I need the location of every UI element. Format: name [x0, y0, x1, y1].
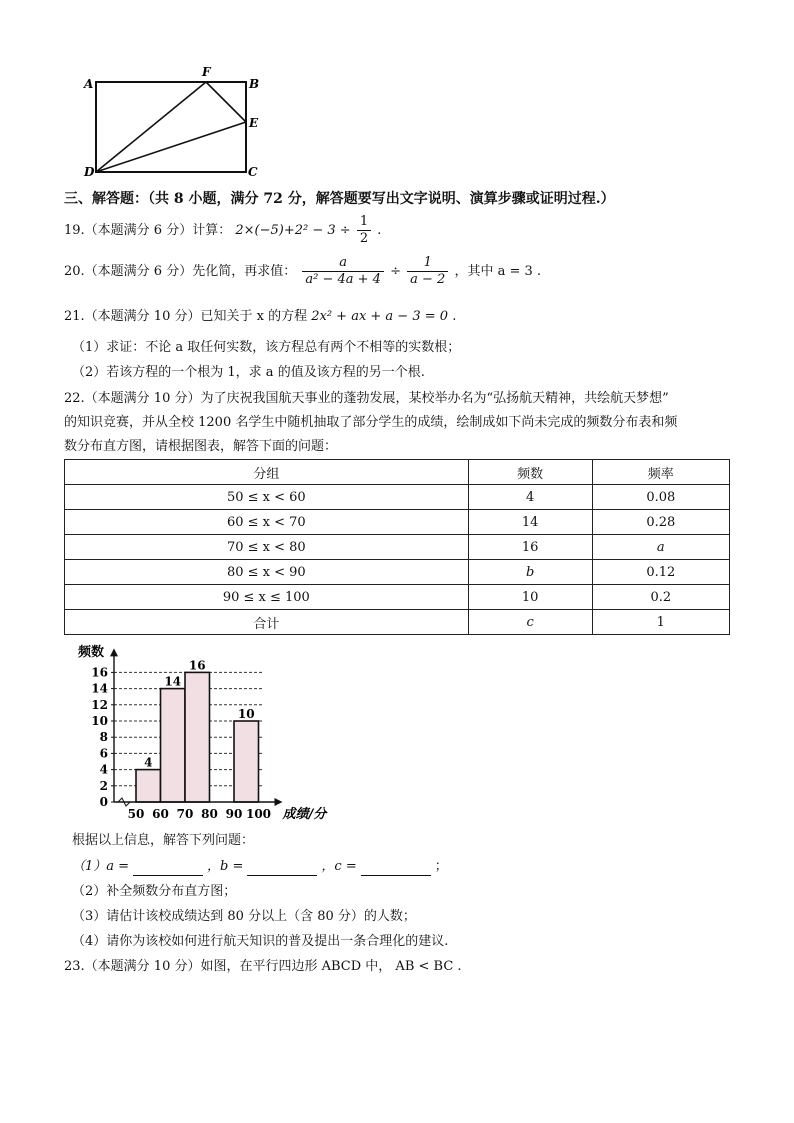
- table-cell: 0.08: [592, 485, 729, 510]
- frequency-table: [64, 459, 730, 635]
- y-tick-label: 10: [91, 714, 108, 728]
- table-cell: 1: [592, 610, 729, 635]
- table-header: 频数: [468, 460, 592, 485]
- rectangle-figure-svg: [80, 64, 270, 180]
- q19-frac-den: 2: [359, 231, 369, 246]
- table-row: [65, 485, 730, 510]
- table-header: 频率: [592, 460, 729, 485]
- table-cell: 60 ≤ x < 70: [65, 510, 469, 535]
- table-cell: c: [468, 610, 592, 635]
- table-row: [65, 610, 730, 635]
- table-cell: 0.28: [592, 510, 729, 535]
- q20-fraction-2: [407, 255, 448, 288]
- q22-sub-4: （4）请你为该校如何进行航天知识的普及提出一条合理化的建议.: [72, 934, 449, 949]
- q21-part-2: （2）若该方程的一个根为 1，求 a 的值及该方程的另一个根.: [72, 365, 425, 380]
- bar-value-label: 14: [164, 674, 182, 689]
- table-cell: 70 ≤ x < 80: [65, 535, 469, 560]
- answer-blank-a[interactable]: [133, 861, 203, 876]
- y-tick-label: 0: [99, 795, 108, 809]
- section-heading: 三、解答题：（共 8 小题，满分 72 分，解答题要写出文字说明、演算步骤或证明过程.）: [64, 191, 615, 207]
- table-cell: 4: [468, 485, 592, 510]
- y-tick-label: 16: [91, 665, 108, 680]
- q22-sub-2: （2）补全频数分布直方图；: [72, 884, 237, 899]
- histogram: [64, 644, 364, 824]
- y-tick-label: 2: [99, 778, 108, 793]
- y-tick-label: 14: [91, 681, 108, 696]
- table-cell: 14: [468, 510, 592, 535]
- table-cell: 50 ≤ x < 60: [65, 485, 469, 510]
- table-row: [65, 585, 730, 610]
- histogram-bar: [185, 672, 210, 802]
- q19-suffix: .: [377, 223, 382, 238]
- table-cell: 80 ≤ x < 90: [65, 560, 469, 585]
- question-19: [64, 213, 381, 249]
- table-row: [65, 535, 730, 560]
- q22-sub-3: （3）请估计该校成绩达到 80 分以上（含 80 分）的人数；: [72, 909, 416, 924]
- segment-df: [96, 82, 206, 172]
- q21-prefix: 21.（本题满分 10 分）已知关于 x 的方程: [64, 309, 308, 324]
- q19-frac-num: 1: [357, 214, 371, 231]
- answer-blank-c[interactable]: [361, 861, 431, 876]
- table-header: 分组: [65, 460, 469, 485]
- y-tick-label: 8: [99, 730, 108, 745]
- table-cell: 0.12: [592, 560, 729, 585]
- q21-suffix: .: [452, 309, 457, 324]
- x-tick-label: 80: [201, 807, 218, 821]
- table-cell: 0.2: [592, 585, 729, 610]
- bar-value-label: 16: [188, 658, 206, 673]
- x-axis-arrow: [275, 798, 283, 806]
- label-a: A: [84, 77, 94, 91]
- q20-frac2-num: 1: [407, 255, 448, 272]
- segment-fe: [206, 82, 246, 122]
- q19-fraction: [357, 214, 371, 247]
- segment-de: [96, 122, 246, 172]
- bar-value-label: 10: [237, 707, 255, 721]
- x-tick-label: 70: [176, 807, 194, 821]
- q22-sub1-a: （1）a =: [72, 859, 130, 874]
- x-axis-title: 成绩/分: [282, 807, 327, 822]
- y-tick-label: 12: [91, 697, 108, 712]
- y-tick-label: 4: [99, 762, 108, 777]
- question-21: [64, 308, 456, 326]
- q22-line-2: 的知识竞赛，并从全校 1200 名学生中随机抽取了部分学生的成绩，绘制成如下尚未完成的频数分布表和频: [64, 415, 678, 430]
- q22-sub1-c: ，c =: [321, 859, 357, 874]
- histogram-bar: [136, 770, 161, 802]
- q20-suffix: ，其中 a = 3 .: [454, 264, 542, 279]
- table-cell: 16: [468, 535, 592, 560]
- q21-equation: 2x² + ax + a − 3 = 0: [311, 309, 449, 324]
- table-row: [65, 510, 730, 535]
- answer-blank-b[interactable]: [247, 861, 317, 876]
- label-f: F: [202, 65, 211, 79]
- label-d: D: [84, 165, 95, 179]
- y-axis-title: 频数: [78, 645, 105, 660]
- label-e: E: [249, 116, 259, 130]
- x-tick-label: 100: [245, 807, 272, 821]
- q19-expr: 2×(−5)+2² − 3 ÷: [235, 223, 351, 238]
- q22-sub1-end: ；: [434, 859, 448, 874]
- question-23: 23.（本题满分 10 分）如图，在平行四边形 ABCD 中， AB < BC .: [64, 959, 462, 974]
- rectangle-figure: [80, 64, 270, 180]
- histogram-bar: [161, 689, 186, 802]
- histogram-svg: [64, 644, 364, 824]
- table-cell: b: [468, 560, 592, 585]
- rect-abcd: [96, 82, 246, 172]
- table-cell: 合计: [65, 610, 469, 635]
- q20-op: ÷: [390, 264, 401, 279]
- q20-fraction-1: [302, 255, 384, 288]
- q20-frac2-den: a − 2: [410, 272, 446, 287]
- x-tick-label: 90: [225, 807, 243, 821]
- table-cell: 10: [468, 585, 592, 610]
- table-cell: 90 ≤ x ≤ 100: [65, 585, 469, 610]
- x-tick-label: 50: [127, 807, 145, 821]
- label-b: B: [249, 77, 260, 91]
- q22-sub-1: [72, 858, 448, 876]
- q20-frac1-den: a² − 4a + 4: [305, 272, 381, 287]
- q22-sub1-b: ，b =: [207, 859, 244, 874]
- q22-line-1: 22.（本题满分 10 分）为了庆祝我国航天事业的蓬勃发展，某校举办名为“弘扬航天精神，共绘航天梦想”: [64, 391, 669, 406]
- question-20: [64, 254, 541, 290]
- y-tick-label: 6: [99, 746, 108, 761]
- q22-line-3: 数分布直方图，请根据图表，解答下面的问题：: [64, 439, 338, 454]
- label-c: C: [248, 165, 258, 179]
- table-header-row: [65, 460, 730, 485]
- y-axis-arrow: [110, 648, 118, 656]
- q19-prefix: 19.（本题满分 6 分）计算：: [64, 223, 232, 238]
- q20-frac1-num: a: [302, 255, 384, 272]
- q20-prefix: 20.（本题满分 6 分）先化简，再求值：: [64, 264, 297, 279]
- bar-value-label: 4: [144, 755, 153, 770]
- q22-after-text: 根据以上信息，解答下列问题：: [72, 833, 255, 848]
- table-cell: a: [592, 535, 729, 560]
- x-tick-label: 60: [152, 807, 169, 821]
- q21-part-1: （1）求证：不论 a 取任何实数，该方程总有两个不相等的实数根；: [72, 340, 461, 355]
- table-row: [65, 560, 730, 585]
- histogram-bar: [234, 721, 259, 802]
